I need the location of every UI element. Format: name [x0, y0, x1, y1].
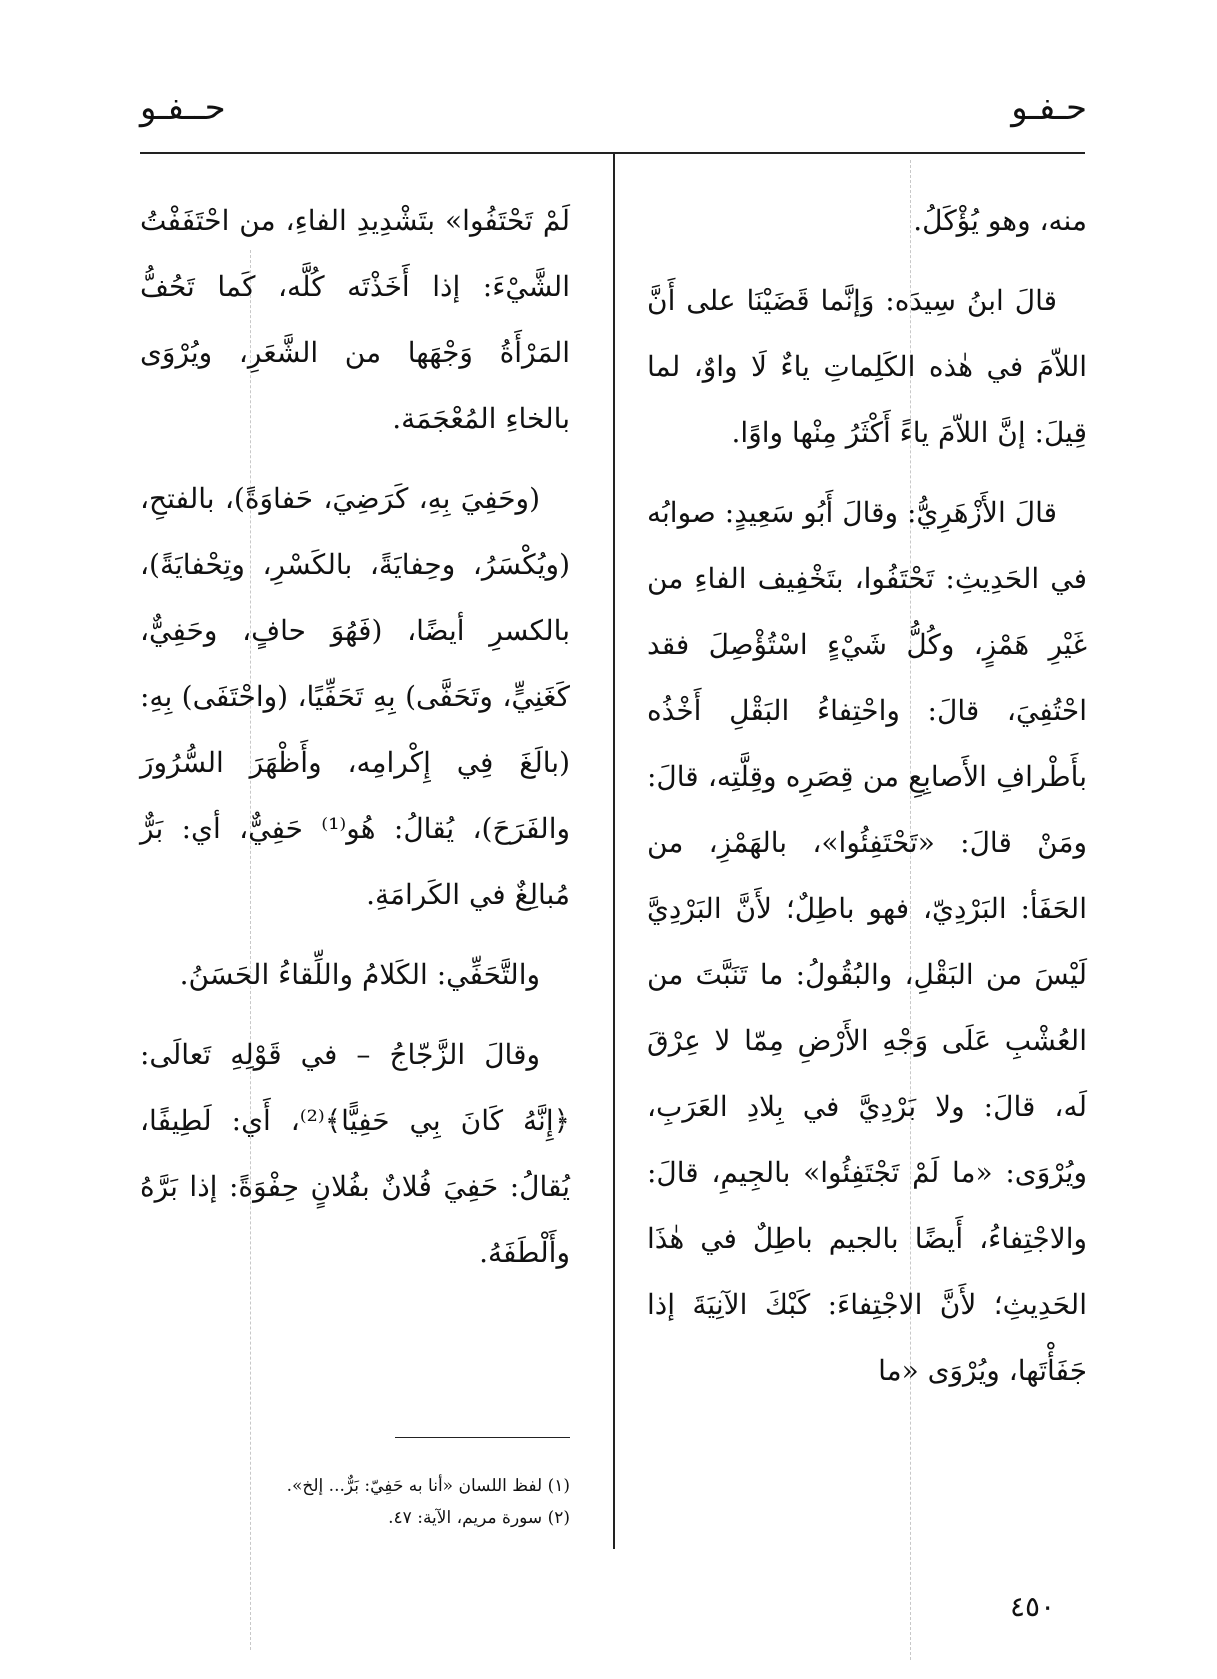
- footnote-2: (٢) سورة مريم، الآية: ٤٧.: [388, 1508, 570, 1528]
- column-divider: [613, 154, 615, 1549]
- right-column: [647, 188, 1087, 1418]
- paragraph: قالَ ابنُ سِيدَه: وَإنَّما قَضَيْنَا على أَنَّ اللاّمَ في هٰذه الكَلِماتِ ياءٌ لَا واوٌ، لما قِيلَ: إنَّ اللاّمَ ياءً أَكْثَرُ مِنْها واوًا.: [647, 284, 1087, 449]
- paragraph: (وحَفِيَ بِهِ، كَرَضِيَ، حَفاوَةً)، بالفتحِ، (ويُكْسَرُ، وحِفايَةً، بالكَسْرِ، وتِحْفايَةً)، بالكسرِ أيضًا، (فَهُوَ حافٍ، وحَفِيٌّ، كَغَنِيٍّ، وتَحَفَّى) بِهِ تَحَفِّيًا، (واحْتَفَى) بِهِ: (بالَغَ فِي إِكْرامِه، وأَظْهَرَ السُّرُورَ والفَرَحَ)، يُقالُ: هُو⁽¹⁾ حَفِيٌّ، أي: بَرٌّ مُبالِغٌ في الكَرامَةِ.: [140, 482, 571, 911]
- footnote-1: (١) لفظ اللسان «أنا به حَفِيّ: بَرٌّ... إلخ».: [286, 1476, 570, 1496]
- footnotes: [200, 1470, 570, 1534]
- paragraph: لَمْ تَحْتَفُوا» بتَشْدِيدِ الفاءِ، من احْتَفَفْتُ الشَّيْءَ: إذا أَخَذْتَه كُلَّه، كَما تَحُفُّ المَرْأَةُ وَجْهَها من الشَّعَرِ، ويُرْوَى بالخاءِ المُعْجَمَة.: [140, 204, 570, 435]
- paragraph: قالَ الأَزْهَرِيُّ: وقالَ أَبُو سَعِيدٍ: صوابُه في الحَدِيثِ: تَحْتَفُوا، بتَخْفِيف الفاءِ من غَيْرِ هَمْزٍ، وكُلُّ شَيْءٍ اسْتُؤْصِلَ فقد احْتُفِيَ، قالَ: واحْتِفاءُ البَقْلِ أَخْذُه بأَطْرافِ الأَصابِعِ من قِصَرِه وقِلَّتِه، قالَ: ومَنْ قالَ: «تَحْتَفِئُوا»، بالهَمْزِ، من الحَفَأ: البَرْدِيّ، فهو باطِلٌ؛ لأَنَّ البَرْدِيَّ لَيْسَ من البَقْلِ، والبُقُولُ: ما تَنَبَّتَ من العُشْبِ عَلَى وَجْهِ الأَرْضِ مِمّا لا عِرْقَ لَه، قالَ: ولا بَرْدِيَّ في بِلادِ العَرَبِ، ويُرْوَى: «ما لَمْ تَجْتَفِئُوا» بالجِيمِ، قالَ: والاجْتِفاءُ، أَيضًا بالجيم باطِلٌ في هٰذَا الحَدِيثِ؛ لأَنَّ الاجْتِفاءَ: كَبْكَ الآنِيَةَ إذا جَفَأْتَها، ويُرْوَى «ما: [647, 496, 1087, 1387]
- paragraph: منه، وهو يُؤْكَلُ.: [913, 204, 1087, 237]
- paragraph: والتَّحَفِّي: الكَلامُ واللِّقاءُ الحَسَنُ.: [179, 958, 540, 991]
- page-number: ٤٥٠: [1010, 1590, 1056, 1623]
- footnote-rule: [395, 1437, 570, 1438]
- left-column: [140, 188, 570, 1300]
- running-head-right: حـفـو: [1011, 88, 1087, 128]
- running-head-left: حــفـو: [140, 88, 226, 128]
- paragraph: وقالَ الزَّجّاجُ – في قَوْلِهِ تَعالَى: ﴿إِنَّهُ كَانَ بِي حَفِيًّا﴾⁽²⁾، أَي: لَطِيفًا، يُقالُ: حَفِيَ فُلانٌ بفُلانٍ حِفْوَةً: إذا بَرَّهُ وأَلْطَفَهُ.: [140, 1038, 571, 1269]
